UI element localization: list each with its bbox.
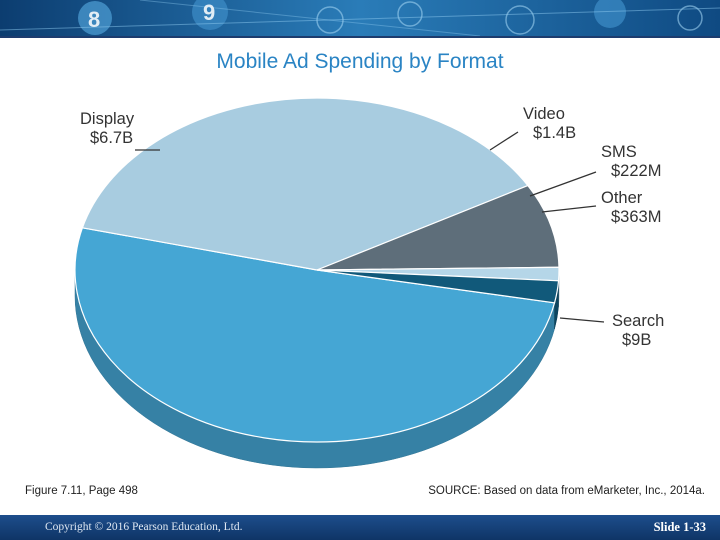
slice-label-display: Display	[80, 110, 135, 128]
leader-line-video	[490, 132, 518, 150]
leader-line-sms	[530, 172, 596, 196]
banner-digit: 8	[88, 7, 101, 32]
slice-value-search: $9B	[622, 331, 652, 349]
copyright-text: Copyright © 2016 Pearson Education, Ltd.	[45, 521, 243, 533]
slice-label-sms: SMS	[601, 143, 637, 161]
leader-line-other	[542, 206, 596, 212]
figure-caption: Figure 7.11, Page 498	[25, 485, 138, 497]
source-note: SOURCE: Based on data from eMarketer, Inc., 2014a.	[428, 485, 705, 497]
slice-value-display: $6.7B	[90, 129, 134, 147]
chart-title: Mobile Ad Spending by Format	[216, 50, 504, 73]
slice-value-sms: $222M	[611, 162, 662, 180]
footer-bar	[0, 515, 720, 540]
slice-label-search: Search	[612, 312, 665, 330]
slice-label-other: Other	[601, 189, 643, 207]
slice-value-video: $1.4B	[533, 124, 577, 142]
slice-label-video: Video	[523, 105, 565, 123]
slice-value-other: $363M	[611, 208, 662, 226]
slide-number: Slide 1-33	[653, 520, 706, 534]
banner-digit: 9	[203, 0, 216, 25]
leader-line-search	[560, 318, 604, 322]
